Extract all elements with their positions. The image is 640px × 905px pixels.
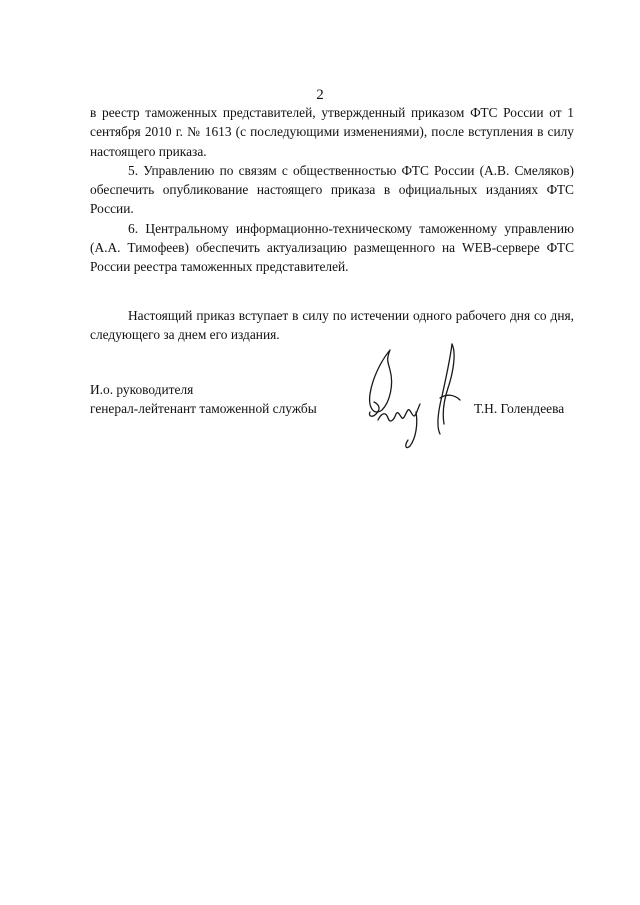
paragraph-gap — [90, 277, 574, 306]
signatory-position-line-2: генерал-лейтенант таможенной службы — [90, 401, 317, 417]
paragraph-item-6: 6. Центральному информационно-техническому таможенному управлению (А.А. Тимофеев) обеспечить актуализацию размещенного на WEB-сервере ФТС России реестра таможенных представителей. — [90, 220, 574, 275]
handwritten-signature-icon — [360, 342, 470, 454]
paragraph-item-5: 5. Управлению по связям с общественностью ФТС России (А.В. Смеляков) обеспечить опубликование настоящего приказа в официальных изданиях ФТС России. — [90, 162, 574, 217]
paragraph-effective-date: Настоящий приказ вступает в силу по истечении одного рабочего дня со дня, следующего за днем его издания. — [90, 307, 574, 342]
page-number: 2 — [316, 87, 324, 103]
paragraph-continuation: в реестр таможенных представителей, утвержденный приказом ФТС России от 1 сентября 2010 г. № 1613 (с последующими изменениями), после вступления в силу настоящего приказа. — [90, 105, 574, 159]
document-body — [90, 103, 574, 344]
signature-block — [90, 380, 574, 470]
signatory-position-line-1: И.о. руководителя — [90, 382, 194, 397]
signatory-name: Т.Н. Голендеева — [474, 401, 565, 417]
